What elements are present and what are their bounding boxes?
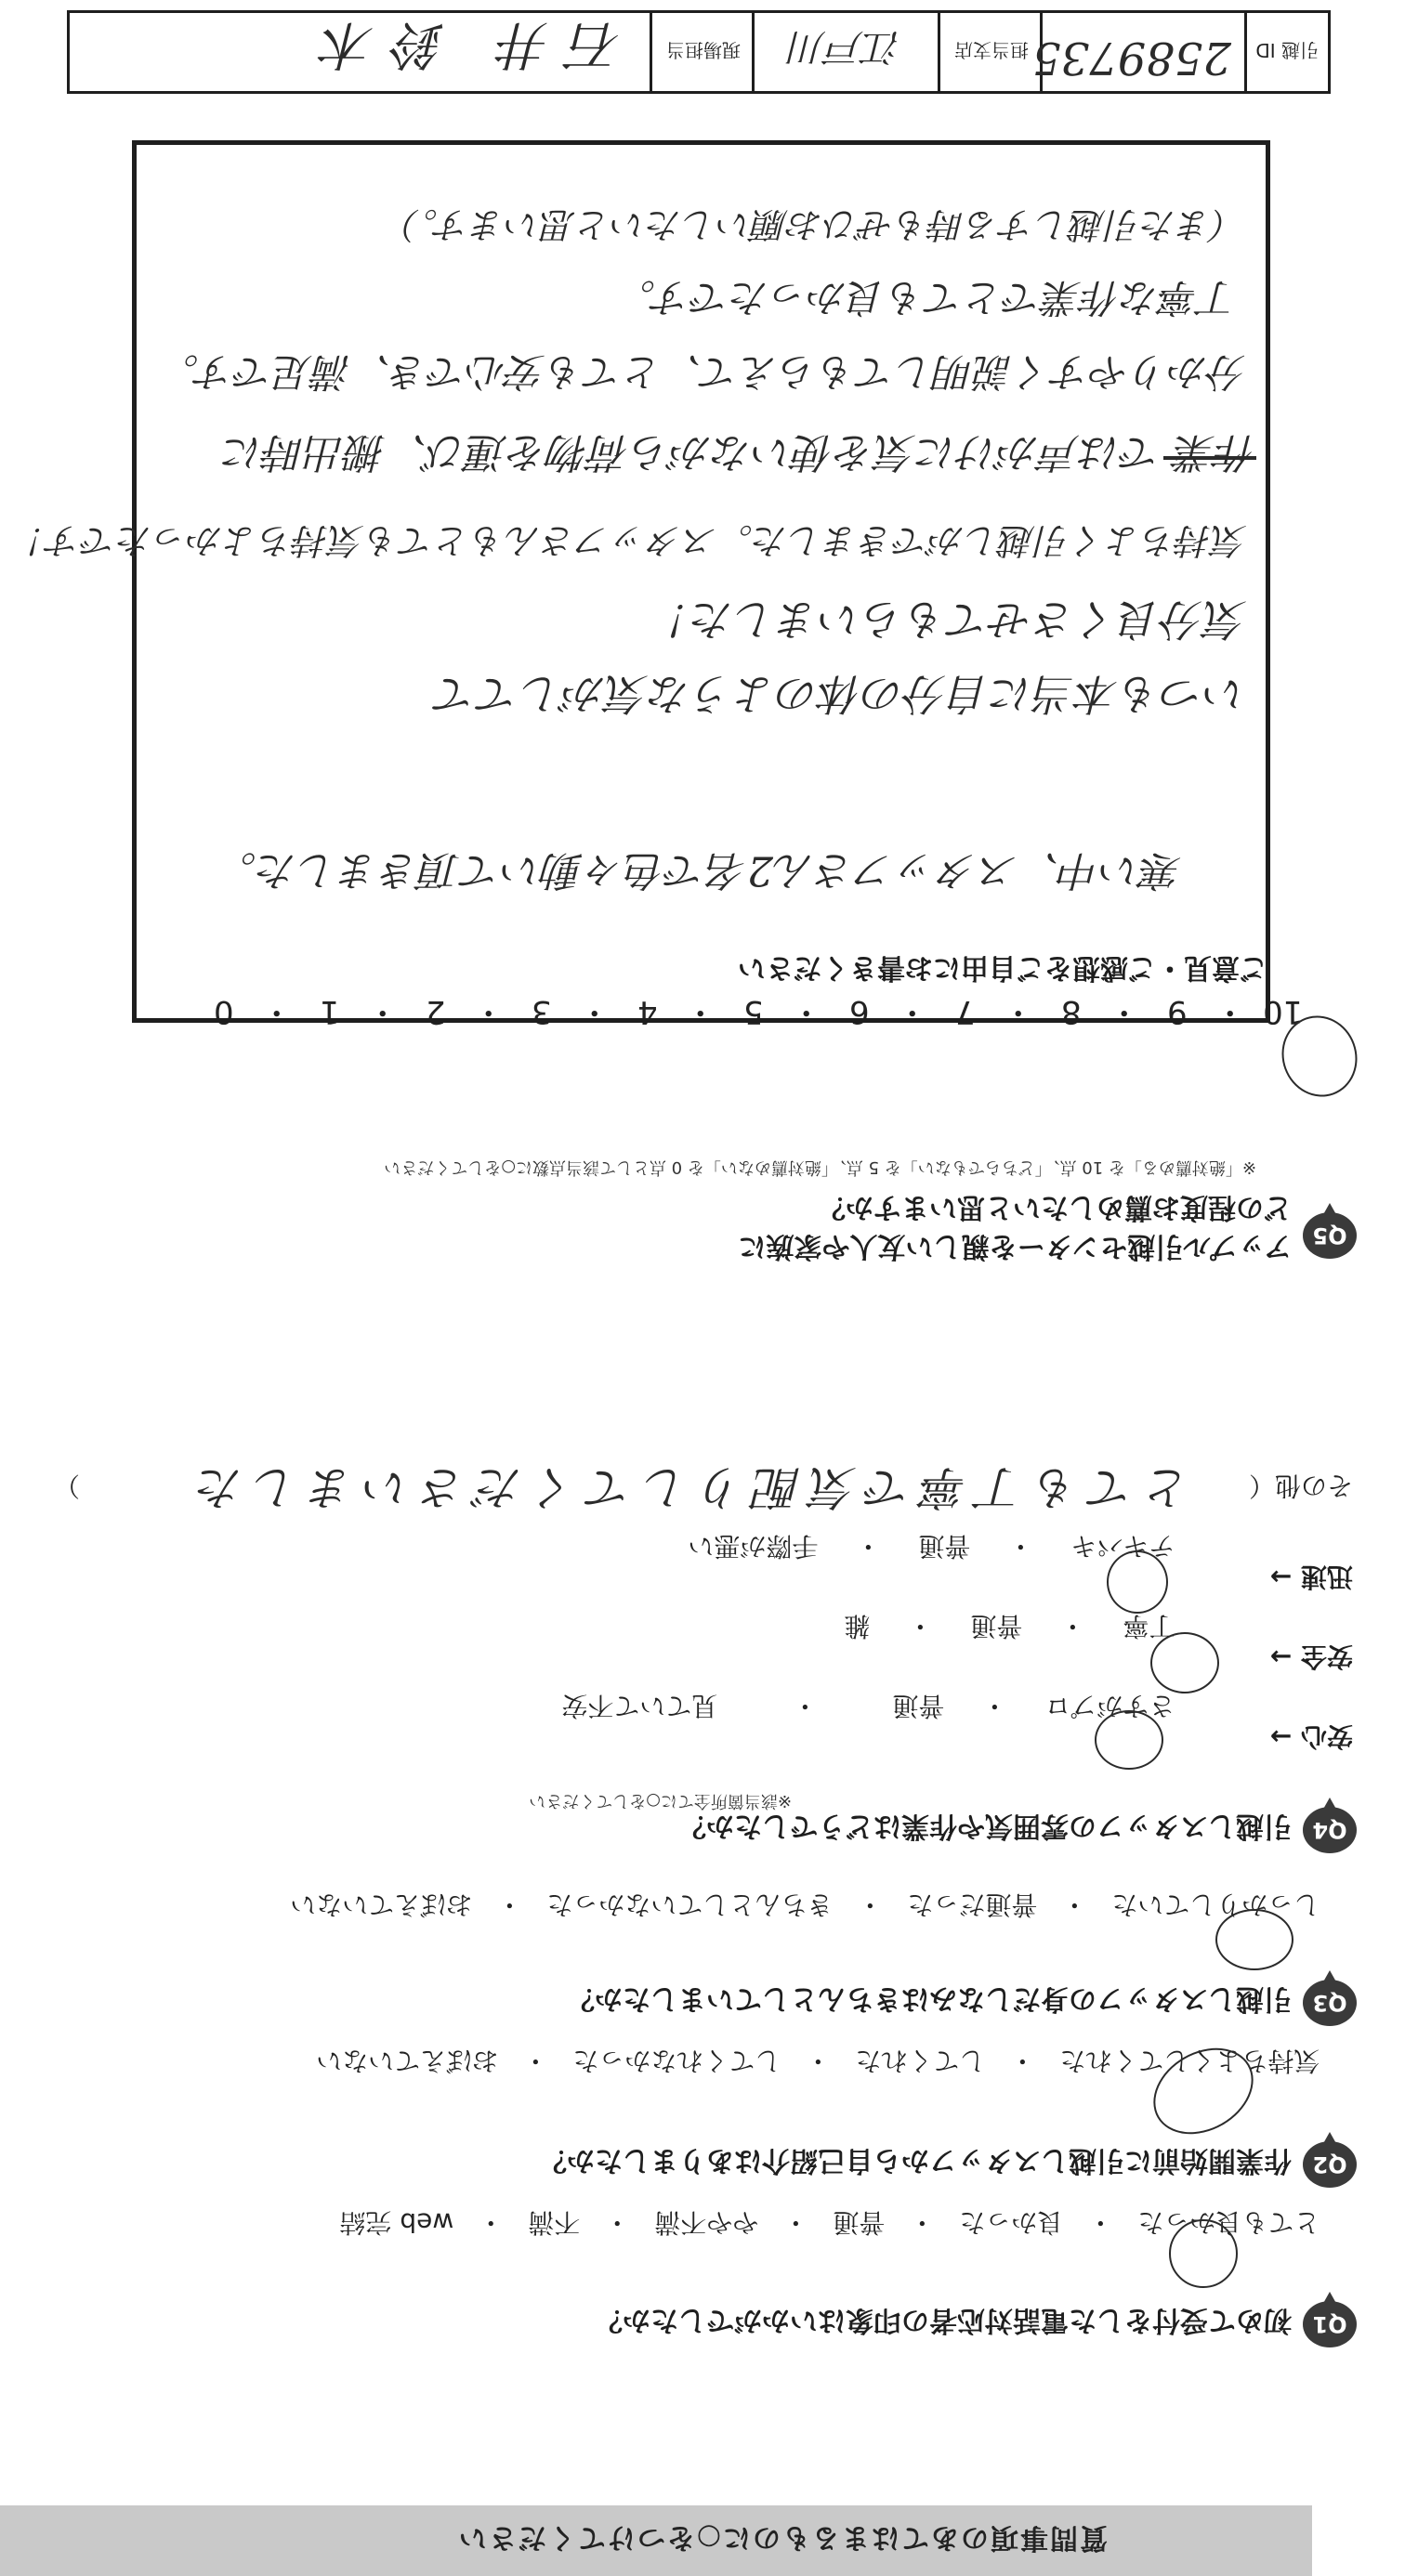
q3-title: 引越しスタッフの身だしなみはきちんとしていましたか？ [567,1982,1292,2015]
q4-row-3-label: 迅速 → [1269,1562,1353,1592]
q4-row-2-option-3[interactable]: 雑 [844,1611,871,1641]
q2-option-2[interactable]: してくれた [855,2046,986,2076]
q1-option-3[interactable]: 普通 [833,2207,886,2238]
q4-row-3-options: テキパキ・普通・手際が悪い [688,1498,1208,1597]
q4-row-2-option-1[interactable]: 丁寧 [1123,1611,1175,1641]
q4-row-3-option-1[interactable]: テキパキ [1070,1531,1175,1562]
q4-row-1-options: さすがプロ・普通・見ていて不安 [561,1658,1208,1757]
id-value: 2589735 [1032,32,1231,84]
q4-row-3-option-3[interactable]: 手際が悪い [688,1531,819,1562]
q2-title: 作業開始前に引越しスタッフから自己紹介はありましたか？ [539,2144,1292,2177]
q3-option-2[interactable]: 普通だった [907,1890,1038,1920]
q4-row-1-answer-circle [1095,1710,1163,1770]
struck-word-line [1163,456,1256,460]
q2-options: 気持ちよくしてくれた・してくれた・してくれなかった・おぼえていない [316,2013,1353,2112]
comment-line-4: 気持ちよく引越しができました。スタッフさんもとても気持ちよかったです！ [10,520,1247,561]
staff-label: 現場担当 [666,39,741,61]
q4-row-2-options: 丁寧・普通・雑 [844,1578,1208,1677]
q2-option-4[interactable]: おぼえていない [316,2046,499,2076]
q4-row-2-option-2[interactable]: 普通 [970,1611,1023,1641]
q5-score-7[interactable]: 7 [954,993,976,1030]
q5-score-1[interactable]: 1 [319,993,340,1030]
q5-score-0[interactable]: 0 [213,993,234,1030]
q4-other-close: ） [53,1471,80,1501]
q5-note: ※「絶対薦める」を 10 点、「どちらでもない」を 5 点、「絶対薦めない」を 0 点として該当点数に○をしてください [384,1157,1256,1177]
q4-other-label: その他（ [1248,1471,1353,1501]
q3-option-3[interactable]: きちんとしていなかった [546,1890,834,1920]
q1-answer-circle [1169,2219,1238,2288]
q1-options: とても良かった・良かった・普通・やや不満・不満・web 完結 [339,2175,1353,2273]
q5-scale: 10・9・8・7・6・5・4・3・2・1・0 [141,955,1349,1075]
q5-title-line1: アップル引越センターを親しい友人や家族に [738,1230,1292,1262]
header-table [67,10,1331,94]
q3-answer-circle [1215,1909,1293,1970]
comment-line-2: いつも本当に自分の体のような気がしてて [435,669,1247,719]
id-label: 引越 ID [1255,39,1319,61]
q1-title: 初めて受付をした電話対応者の印象はいかがでしたか？ [595,2304,1292,2336]
q1-option-5[interactable]: 不満 [528,2207,581,2238]
q5-title-line2: どの程度お薦めしたいと思いますか？ [818,1191,1292,1223]
comment-line-1: 寒い中、スタッフさん2名で色々動いて頂きました。 [216,846,1182,894]
branch-label-cell [938,13,1040,91]
comment-line-5: 作業 では声がけに気を使いながら荷物を運び、搬出時に [222,428,1256,476]
staff-label-cell [650,13,752,91]
comment-line-8: （また引越しする時もぜひお願いしたいと思います。） [385,204,1247,245]
q5-score-4[interactable]: 4 [637,993,658,1030]
comment-title: ご意見・ご感想をご自由にお書きください [738,951,1267,984]
comment-line-6: 分かりやすく説明してもらえて、とても安心でき、満足です。 [159,349,1247,395]
q4-row-1-option-2[interactable]: 普通 [892,1691,945,1721]
branch-label: 担当支店 [954,39,1029,61]
q5-score-6[interactable]: 6 [848,993,870,1030]
q3-badge: Q3 [1303,1980,1357,2026]
q5-score-2[interactable]: 2 [425,993,446,1030]
q1-option-2[interactable]: 良かった [959,2207,1064,2238]
id-label-cell [1244,13,1328,91]
q2-option-1[interactable]: 気持ちよくしてくれた [1059,2046,1320,2076]
q4-row-1-label: 安心 → [1269,1721,1353,1752]
q4-row-3-option-2[interactable]: 普通 [918,1531,971,1562]
q4-row-1-option-1[interactable]: さすがプロ [1044,1691,1175,1721]
q3-option-4[interactable]: おぼえていない [290,1890,473,1920]
staff-value: 石井 鈴木 [304,14,622,74]
q4-other-handwriting: とても丁寧で気配りしてくださいました [188,1460,1191,1514]
id-value-cell [1032,13,1244,91]
q5-badge: Q5 [1303,1212,1357,1259]
comment-line-3: 気分良くさせてもらいました！ [649,595,1247,645]
q1-option-4[interactable]: やや不満 [654,2207,759,2238]
q1-option-1[interactable]: とても良かった [1137,2207,1320,2238]
q5-score-8[interactable]: 8 [1060,993,1082,1030]
q4-title: 引越しスタッフの雰囲気や作業はどうでしたか？ [678,1810,1292,1842]
branch-value-cell [752,13,938,91]
q4-row-1-option-3[interactable]: 見ていて不安 [561,1691,718,1721]
q1-option-6[interactable]: web 完結 [339,2207,454,2238]
instruction-text: 質問事項のあてはまるものに○をつけてください [456,2521,1108,2554]
comment-line-7: 丁寧な作業でとても良かったです。 [616,275,1238,320]
q3-option-1[interactable]: しっかりしていた [1111,1890,1320,1920]
q2-badge: Q2 [1303,2141,1357,2188]
staff-value-cell [70,13,650,91]
branch-value: 江戸川 [789,25,900,68]
q4-row-2-label: 安全 → [1269,1641,1353,1672]
q4-row-3-answer-circle [1107,1550,1168,1614]
q5-score-3[interactable]: 3 [531,993,552,1030]
q4-row-2-answer-circle [1150,1632,1219,1693]
q5-score-9[interactable]: 9 [1166,993,1188,1030]
q4-badge: Q4 [1303,1807,1357,1853]
q5-score-5[interactable]: 5 [742,993,764,1030]
q1-badge: Q1 [1303,2301,1357,2347]
instruction-banner [0,2505,1312,2576]
q3-options: しっかりしていた・普通だった・きちんとしていなかった・おぼえていない [290,1857,1353,1955]
q5-score-10[interactable]: 10 [1263,993,1304,1030]
q4-note: ※該当箇所全てに○をしてください [529,1791,792,1811]
q2-option-3[interactable]: してくれなかった [572,2046,781,2076]
